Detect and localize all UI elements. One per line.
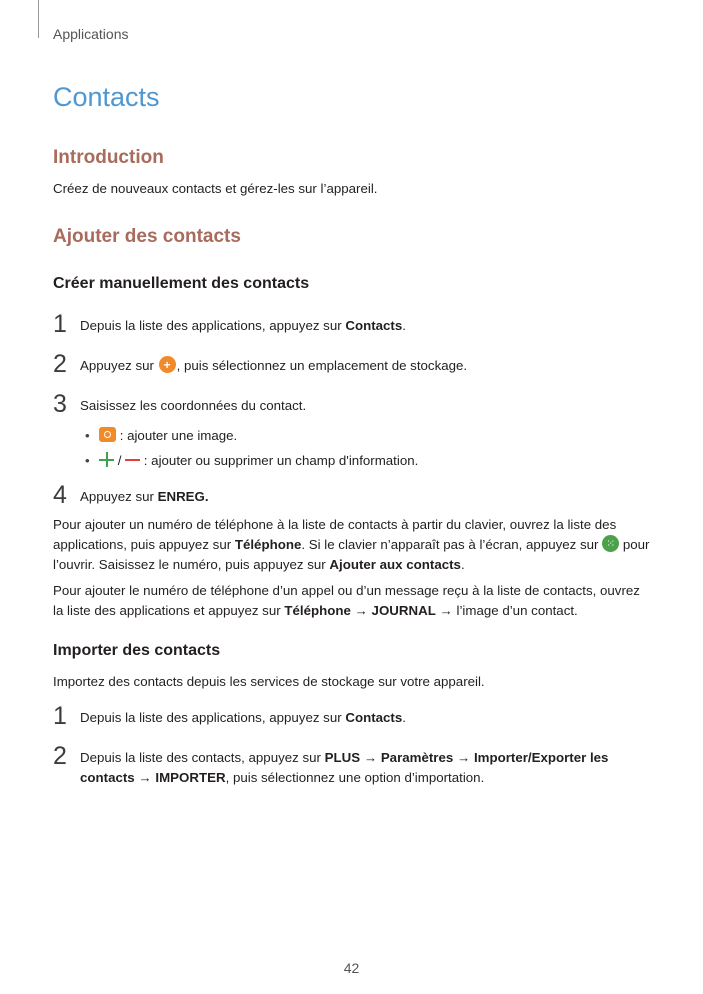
step-text: Depuis la liste des applications, appuyez sur Contacts. — [80, 710, 406, 725]
bullet-add-image: • : ajouter une image. — [85, 428, 238, 443]
step-text: Saisissez les coordonnées du contact. — [80, 398, 307, 413]
chapter-header: Applications — [53, 26, 129, 42]
step-number: 1 — [53, 702, 67, 730]
keypad-icon — [602, 535, 619, 552]
note-add-from-keypad: Pour ajouter un numéro de téléphone à la liste de contacts à partir du clavier, ouvrez la liste des applications, puis appuyez sur Téléphone. Si le clavier n’apparaît pas à l’écran, appuyez sur ⁙ pour l’ouvrir. Saisissez le numéro, puis appuyez sur Ajouter aux contacts. — [53, 515, 653, 575]
step-number: 3 — [53, 390, 67, 418]
step-text: Appuyez sur +, puis sélectionnez un emplacement de stockage. — [80, 356, 650, 376]
step-text: Appuyez sur ENREG. — [80, 489, 209, 504]
manual-create-heading: Créer manuellement des contacts — [53, 275, 310, 292]
page-title: Contacts — [53, 82, 160, 112]
import-text: Importez des contacts depuis les services de stockage sur votre appareil. — [53, 674, 485, 689]
camera-icon — [99, 427, 116, 442]
note-add-from-log: Pour ajouter le numéro de téléphone d’un appel ou d’un message reçu à la liste de contacts, ouvrez la liste des applications et appuyez sur Téléphone → JOURNAL → l’image d’un contact. — [53, 583, 640, 618]
import-contacts-heading: Importer des contacts — [53, 642, 221, 659]
step-number: 2 — [53, 350, 67, 378]
step-text: Depuis la liste des applications, appuyez sur Contacts. — [80, 318, 406, 333]
bullet-add-remove-field: • / : ajouter ou supprimer un champ d'information. — [85, 453, 419, 468]
intro-heading: Introduction — [53, 147, 164, 168]
margin-rule — [38, 0, 39, 38]
step-text: Depuis la liste des contacts, appuyez sur PLUS → Paramètres → Importer/Exporter les contacts → IMPORTER, puis sélectionnez une option d’importation. — [80, 750, 609, 785]
step-number: 4 — [53, 481, 67, 509]
add-contacts-heading: Ajouter des contacts — [53, 226, 241, 247]
minus-icon — [125, 459, 140, 461]
step-number: 2 — [53, 742, 67, 770]
add-contact-icon — [159, 356, 176, 373]
page-number: 42 — [343, 960, 360, 976]
plus-icon — [99, 452, 114, 467]
step-number: 1 — [53, 310, 67, 338]
intro-text: Créez de nouveaux contacts et gérez-les sur l’appareil. — [53, 181, 378, 196]
